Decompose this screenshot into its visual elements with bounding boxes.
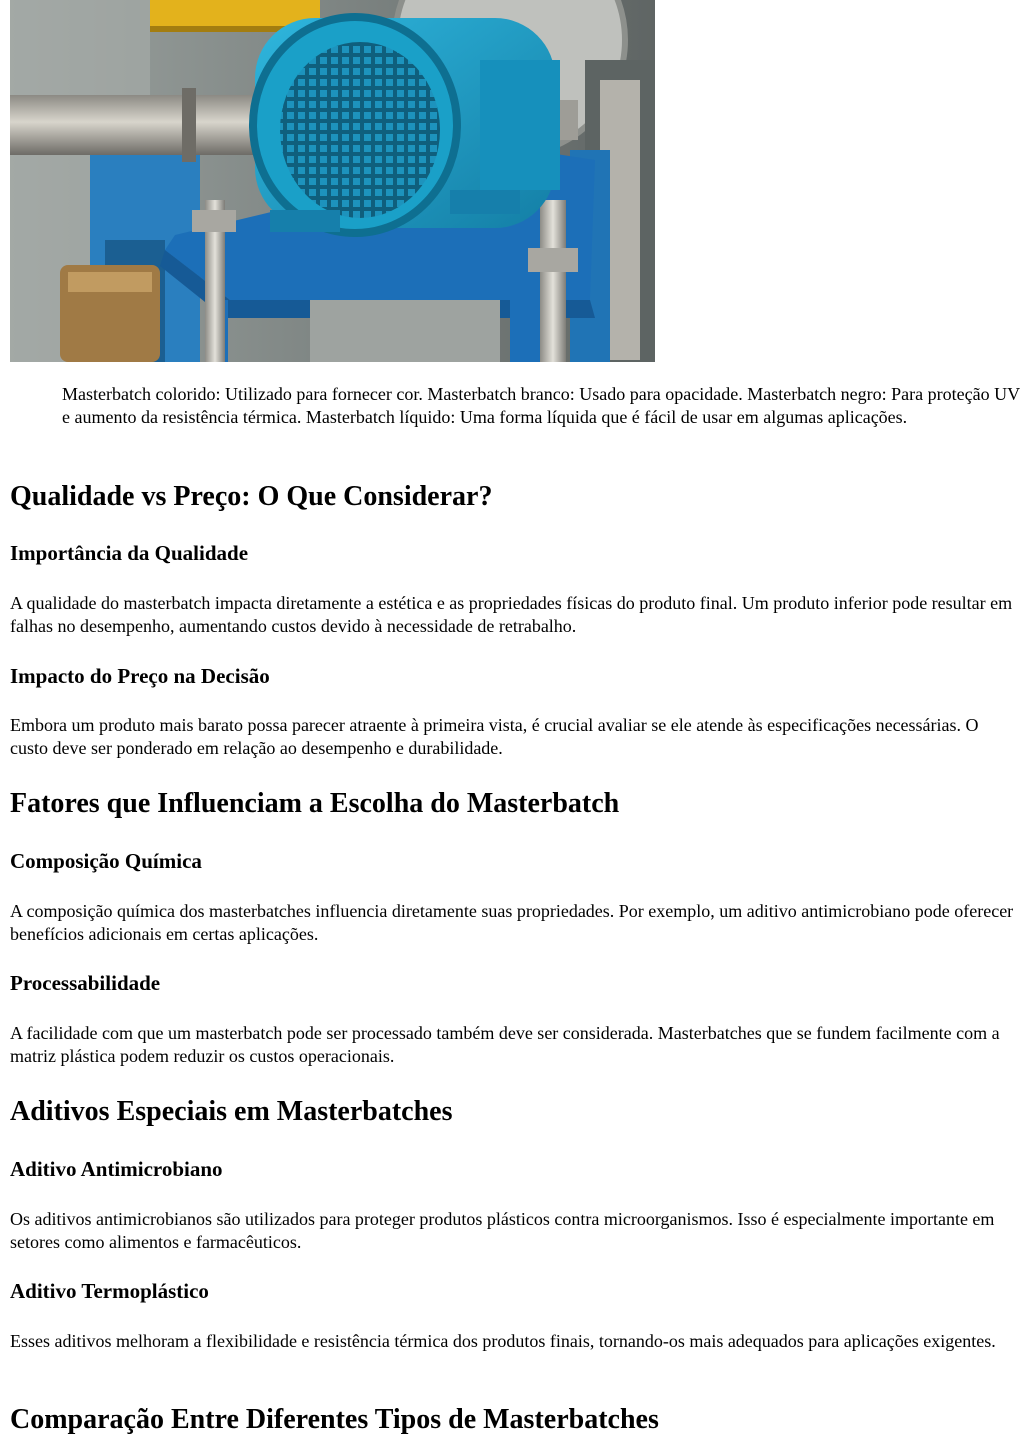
section-heading-selection-factors: Fatores que Influenciam a Escolha do Masterbatch	[10, 788, 620, 819]
motor-illustration	[10, 0, 655, 362]
subheading-antimicrobial-additive: Aditivo Antimicrobiano	[10, 1157, 223, 1181]
subheading-processability: Processabilidade	[10, 971, 161, 995]
types-caption: Masterbatch colorido: Utilizado para fornecer cor. Masterbatch branco: Usado para opacidade. Masterbatch negro: Para proteção UV e aumento da resistência térmica. Masterbatch líquido: Uma forma líquida que é fácil de usar em algumas aplicações.	[62, 384, 1020, 427]
paragraph-chemical-composition: A composição química dos masterbatches influencia diretamente suas propriedades. Por exemplo, um aditivo antimicrobiano pode oferecer benefícios adicionais em certas aplicações.	[10, 901, 1014, 944]
section-heading-type-comparison: Comparação Entre Diferentes Tipos de Masterbatches	[10, 1404, 659, 1435]
paragraph-thermoplastic-additive: Esses aditivos melhoram a flexibilidade e resistência térmica dos produtos finais, tornando-os mais adequados para aplicações exigentes.	[10, 1331, 996, 1351]
section-heading-quality-vs-price: Qualidade vs Preço: O Que Considerar?	[10, 481, 493, 512]
paragraph-price-impact: Embora um produto mais barato possa parecer atraente à primeira vista, é crucial avaliar se ele atende às especificações necessárias. O custo deve ser ponderado em relação ao desempenho e durabilidade.	[10, 715, 979, 758]
subheading-chemical-composition: Composição Química	[10, 849, 202, 873]
motor-photo	[10, 0, 655, 362]
subheading-thermoplastic-additive: Aditivo Termoplástico	[10, 1279, 209, 1303]
paragraph-quality-importance: A qualidade do masterbatch impacta diretamente a estética e as propriedades físicas do produto final. Um produto inferior pode resultar em falhas no desempenho, aumentando custos devido à necessidade de retrabalho.	[10, 593, 1013, 636]
paragraph-processability: A facilidade com que um masterbatch pode ser processado também deve ser considerada. Masterbatches que se fundem facilmente com a matriz plástica podem reduzir os custos operacionais.	[10, 1023, 1000, 1066]
section-heading-special-additives: Aditivos Especiais em Masterbatches	[10, 1096, 453, 1127]
paragraph-antimicrobial-additive: Os aditivos antimicrobianos são utilizados para proteger produtos plásticos contra microorganismos. Isso é especialmente importante em setores como alimentos e farmacêuticos.	[10, 1209, 995, 1252]
subheading-price-impact: Impacto do Preço na Decisão	[10, 664, 270, 688]
subheading-quality-importance: Importância da Qualidade	[10, 541, 249, 565]
